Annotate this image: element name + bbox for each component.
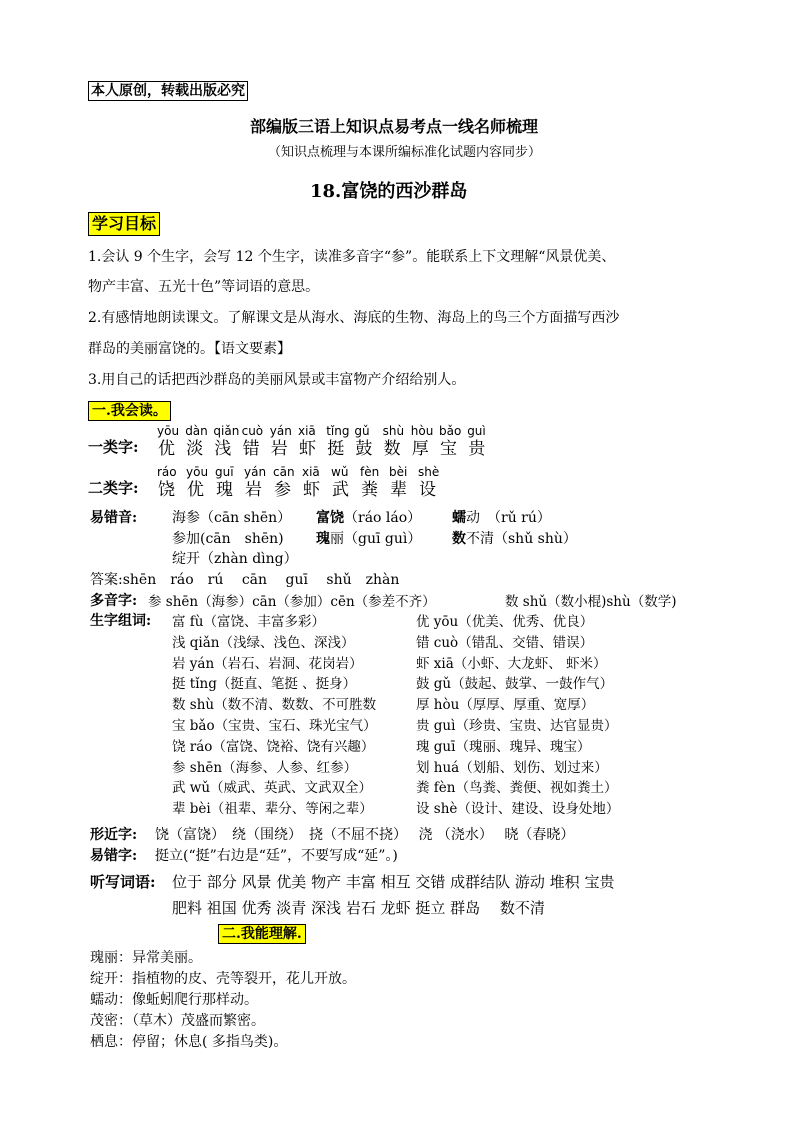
word-group-item: 岩 yán（岩石、岩洞、花岗岩）: [172, 655, 363, 672]
hanzi-char: 瑰: [216, 480, 233, 500]
dictation-label: 听写词语:: [90, 873, 156, 891]
pinyin-syllable: hòu: [410, 424, 434, 438]
word-group-item: 厚 hòu（厚厚、厚重、宽厚）: [416, 697, 595, 714]
word-group-item: 优 yōu（优美、优秀、优良）: [416, 614, 594, 630]
pinyin-syllable: ráo: [157, 465, 177, 479]
word-group-item: 贵 guì（珍贵、宝贵、达官显贵）: [416, 718, 618, 734]
pinyin-syllable: xiā: [298, 424, 316, 438]
word-group-item: 瑰 guī（瑰丽、瑰异、瑰宝）: [416, 738, 591, 755]
pinyin-syllable: dàn: [185, 424, 208, 438]
pinyin-syllable: yán: [269, 424, 292, 438]
word-group-item: 武 wǔ（威武、英武、文武双全）: [172, 780, 373, 797]
hanzi-char: 浅: [214, 439, 232, 459]
dictation-line: 位于 部分 风景 优美 物产 丰富 相互 交错 成群结队 游动 堆积 宝贵: [172, 873, 615, 891]
hanzi-char: 虾: [303, 480, 320, 500]
word-group-item: 富 fù（富饶、丰富多彩）: [172, 614, 325, 630]
hanzi-char: 参: [274, 480, 291, 500]
easy-wrong-item: 绽开（zhàn dìng）: [172, 551, 298, 567]
hanzi-char: 鼓: [355, 439, 373, 459]
hanzi-char: 设: [419, 480, 436, 500]
goals-heading: 学习目标: [88, 212, 160, 236]
definition-line: 蠕动：像蚯蚓爬行那样动。: [90, 992, 258, 1008]
definition-line: 栖息：停留；休息( 多指鸟类)。: [90, 1034, 288, 1050]
goal-line: 2.有感情地朗读课文。了解课文是从海水、海底的生物、海岛上的鸟三个方面描写西沙: [88, 310, 620, 326]
word-group-item: 错 cuò（错乱、交错、错误）: [416, 634, 594, 651]
easy-wrong-item: 瑰丽（guī guì）: [316, 531, 422, 547]
word-group-item: 设 shè（设计、建设、设身处地）: [416, 801, 620, 818]
word-group-item: 辈 bèi（祖辈、辈分、等闲之辈）: [172, 801, 373, 818]
hanzi-char: 饶: [158, 480, 175, 500]
word-group-item: 饶 ráo（富饶、饶裕、饶有兴趣）: [172, 738, 375, 755]
hanzi-char: 优: [158, 439, 175, 459]
pinyin-syllable: shè: [418, 465, 440, 479]
similar-label: 形近字:: [90, 827, 138, 843]
pinyin-syllable: yán: [244, 465, 267, 479]
pinyin-syllable: yōu: [186, 465, 209, 479]
pinyin-syllable: guì: [467, 424, 486, 438]
easy-wrong-item: 海参（cān shēn）: [172, 510, 292, 526]
polyphone-label: 多音字:: [90, 593, 138, 609]
class2-label: 二类字:: [88, 479, 139, 497]
class1-label: 一类字:: [88, 438, 139, 456]
pinyin-syllable: xiā: [302, 465, 320, 479]
hanzi-char: 虾: [299, 439, 316, 459]
word-group-item: 参 shēn（海参、人参、红参）: [172, 759, 358, 776]
pinyin-syllable: fèn: [360, 465, 380, 479]
section2-heading: 二.我能理解.: [218, 924, 306, 944]
hanzi-char: 优: [187, 480, 204, 500]
polyphone-text: 数 shǔ（数小棍)shù（数学): [505, 594, 677, 610]
word-group-item: 宝 bǎo（宝贵、宝石、珠光宝气）: [172, 718, 377, 734]
pinyin-syllable: cān: [273, 465, 295, 479]
definition-line: 绽开：指植物的皮、壳等裂开，花儿开放。: [90, 971, 356, 987]
easy-wrong-item: 蠕动 （rǔ rú）: [452, 510, 551, 526]
easy-wrong-item: 参加(cān shēn): [172, 531, 284, 547]
hanzi-char: 武: [332, 480, 349, 500]
hanzi-char: 数: [383, 439, 401, 459]
similar-text: 饶（富饶） 绕（围绕） 挠（不屈不挠） 浇 （浇水） 晓（春晓）: [155, 827, 575, 843]
pinyin-syllable: bèi: [389, 465, 408, 479]
pinyin-syllable: cuò: [241, 424, 264, 438]
pinyin-syllable: tǐng: [326, 424, 350, 438]
pinyin-syllable: shù: [382, 424, 405, 438]
pinyin-syllable: yōu: [157, 424, 180, 438]
easy-wrong-item: 富饶（ráo láo）: [316, 510, 422, 526]
hanzi-char: 挺: [327, 439, 345, 459]
pinyin-syllable: qiǎn: [213, 424, 240, 438]
easy-wrong-label: 易错音:: [90, 510, 138, 526]
easy-write-text: 挺立(“挺”右边是“廷”，不要写成“延”。): [155, 848, 398, 864]
easy-wrong-item: 数不清（shǔ shù）: [452, 531, 577, 547]
pinyin-syllable: wǔ: [331, 465, 349, 479]
hanzi-char: 辈: [390, 480, 407, 500]
hanzi-char: 贵: [468, 439, 486, 459]
word-group-item: 划 huá（划船、划伤、划过来）: [416, 759, 608, 776]
goal-line: 群岛的美丽富饶的。【语文要素】: [88, 341, 291, 357]
dictation-line: 肥料 祖国 优秀 淡青 深浅 岩石 龙虾 挺立 群岛 数不清: [172, 899, 545, 917]
copyright-notice: 本人原创，转载出版必究: [88, 81, 248, 101]
word-group-item: 鼓 gǔ（鼓起、鼓掌、一鼓作气）: [416, 676, 614, 693]
hanzi-char: 淡: [186, 439, 204, 459]
hanzi-char: 宝: [440, 439, 457, 459]
document-title: 部编版三语上知识点易考点一线名师梳理: [250, 117, 539, 136]
polyphone-text: 参 shēn（海参）cān（参加）cēn（参差不齐）: [148, 594, 436, 610]
hanzi-char: 错: [242, 439, 260, 459]
hanzi-char: 岩: [245, 480, 262, 500]
goal-line: 3.用自己的话把西沙群岛的美丽风景或丰富物产介绍给别人。: [88, 372, 466, 388]
hanzi-char: 粪: [361, 480, 378, 500]
easy-write-label: 易错字:: [90, 848, 138, 864]
goal-line: 1.会认 9 个生字，会写 12 个生字，读准多音字“参”。能联系上下文理解“风景优美、: [88, 249, 616, 265]
answer-line: 答案:shēn ráo rú cān guī shǔ zhàn: [90, 572, 400, 588]
pinyin-syllable: gǔ: [354, 424, 370, 438]
document-subtitle: （知识点梳理与本课所编标准化试题内容同步）: [268, 145, 542, 160]
word-group-item: 浅 qiǎn（浅绿、浅色、深浅）: [172, 634, 355, 651]
definition-line: 茂密：（草木）茂盛而繁密。: [90, 1013, 265, 1029]
hanzi-char: 厚: [411, 439, 429, 459]
section1-heading: 一.我会读。: [88, 401, 171, 421]
word-group-item: 数 shù（数不清、数数、不可胜数: [172, 697, 377, 714]
word-group-item: 虾 xiā（小虾、大龙虾、 虾米）: [416, 655, 607, 672]
pinyin-syllable: bǎo: [439, 424, 462, 438]
words-label: 生字组词:: [90, 613, 152, 629]
word-group-item: 粪 fèn（鸟粪、粪便、视如粪土）: [416, 780, 618, 797]
lesson-title: 18.富饶的西沙群岛: [310, 181, 468, 202]
word-group-item: 挺 tǐng（挺直、笔挺 、挺身）: [172, 676, 357, 693]
definition-line: 瑰丽：异常美丽。: [90, 950, 202, 966]
hanzi-char: 岩: [270, 439, 288, 459]
goal-line: 物产丰富、五光十色”等词语的意思。: [88, 279, 320, 295]
pinyin-syllable: guī: [215, 465, 234, 479]
